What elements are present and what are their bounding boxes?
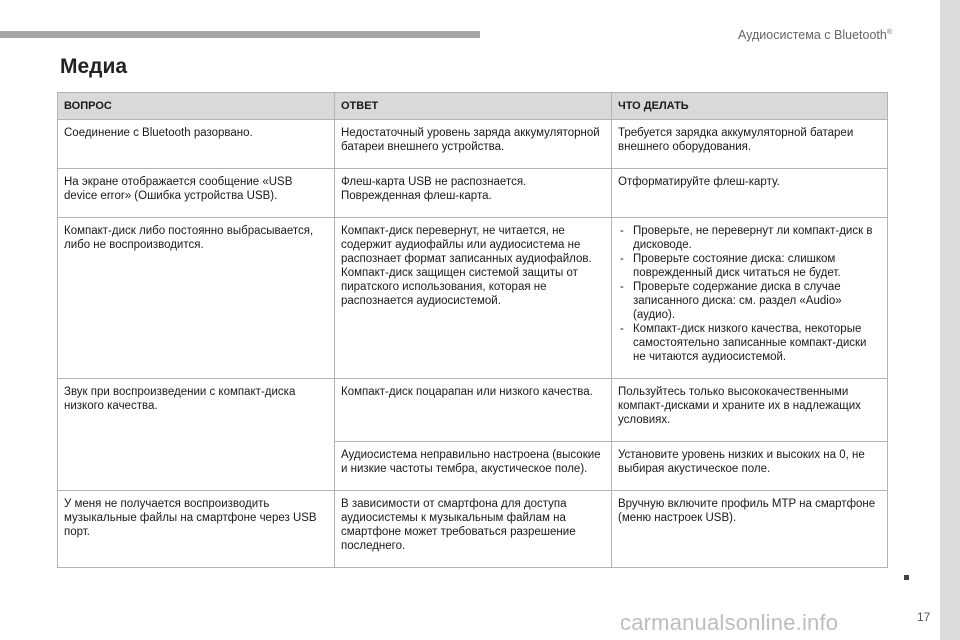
faq-table bbox=[57, 92, 888, 568]
trademark-symbol: ® bbox=[886, 28, 892, 36]
side-band bbox=[940, 0, 960, 640]
question-cell: Звук при воспроизведении с компакт-диска низкого качества. bbox=[58, 379, 335, 491]
page-number: 17 bbox=[917, 610, 931, 624]
question-cell: На экране отображается сообщение «USB device error» (Ошибка устройства USB). bbox=[58, 169, 335, 218]
answer-cell: Аудиосистема неправильно настроена (высокие и низкие частоты тембра, акустическое поле). bbox=[335, 442, 612, 491]
page-title: Медиа bbox=[60, 55, 128, 78]
todo-list-item: - Проверьте содержание диска в случае записанного диска: см. раздел «Audio» (аудио). bbox=[618, 280, 881, 322]
column-header-todo: ЧТО ДЕЛАТЬ bbox=[612, 93, 888, 120]
question-cell: Компакт-диск либо постоянно выбрасывается, либо не воспроизводится. bbox=[58, 218, 335, 379]
question-cell: Соединение с Bluetooth разорвано. bbox=[58, 120, 335, 169]
todo-cell: Вручную включите профиль MTP на смартфоне (меню настроек USB). bbox=[612, 491, 888, 568]
todo-list-item: - Компакт-диск низкого качества, некоторые самостоятельно записанные компакт-диски не читаются аудиосистемой. bbox=[618, 322, 881, 364]
top-rule bbox=[0, 31, 480, 38]
column-header-question: ВОПРОС bbox=[58, 93, 335, 120]
todo-cell bbox=[612, 218, 888, 379]
question-cell: У меня не получается воспроизводить музыкальные файлы на смартфоне через USB порт. bbox=[58, 491, 335, 568]
todo-cell: Установите уровень низких и высоких на 0, не выбирая акустическое поле. bbox=[612, 442, 888, 491]
watermark: carmanualsonline.info bbox=[620, 610, 839, 635]
todo-list-item: - Проверьте, не перевернут ли компакт-диск в дисководе. bbox=[618, 224, 881, 252]
section-header bbox=[738, 28, 892, 42]
todo-cell: Требуется зарядка аккумуляторной батареи внешнего оборудования. bbox=[612, 120, 888, 169]
table-row bbox=[58, 491, 888, 568]
table-row bbox=[58, 120, 888, 169]
column-header-answer: ОТВЕТ bbox=[335, 93, 612, 120]
table-row bbox=[58, 379, 888, 442]
answer-cell: Флеш-карта USB не распознается. Поврежденная флеш-карта. bbox=[335, 169, 612, 218]
answer-cell: Компакт-диск перевернут, не читается, не содержит аудиофайлы или аудиосистема не распознает формат записанных аудиофайлов. Компакт-диск защищен системой защиты от пиратского использования, которая не распознается аудиосистемой. bbox=[335, 218, 612, 379]
section-header-text: Аудиосистема с Bluetooth bbox=[737, 28, 887, 42]
table-header-row bbox=[58, 93, 888, 120]
todo-list bbox=[618, 224, 881, 364]
answer-cell: Недостаточный уровень заряда аккумуляторной батареи внешнего устройства. bbox=[335, 120, 612, 169]
page-marker-square bbox=[904, 575, 909, 580]
answer-cell: Компакт-диск поцарапан или низкого качества. bbox=[335, 379, 612, 442]
todo-list-item: - Проверьте состояние диска: слишком поврежденный диск читаться не будет. bbox=[618, 252, 881, 280]
todo-cell: Отформатируйте флеш-карту. bbox=[612, 169, 888, 218]
table-row bbox=[58, 218, 888, 379]
todo-cell: Пользуйтесь только высококачественными компакт-дисками и храните их в надлежащих условиях. bbox=[612, 379, 888, 442]
table-row bbox=[58, 169, 888, 218]
answer-cell: В зависимости от смартфона для доступа аудиосистемы к музыкальным файлам на смартфоне может требоваться разрешение последнего. bbox=[335, 491, 612, 568]
